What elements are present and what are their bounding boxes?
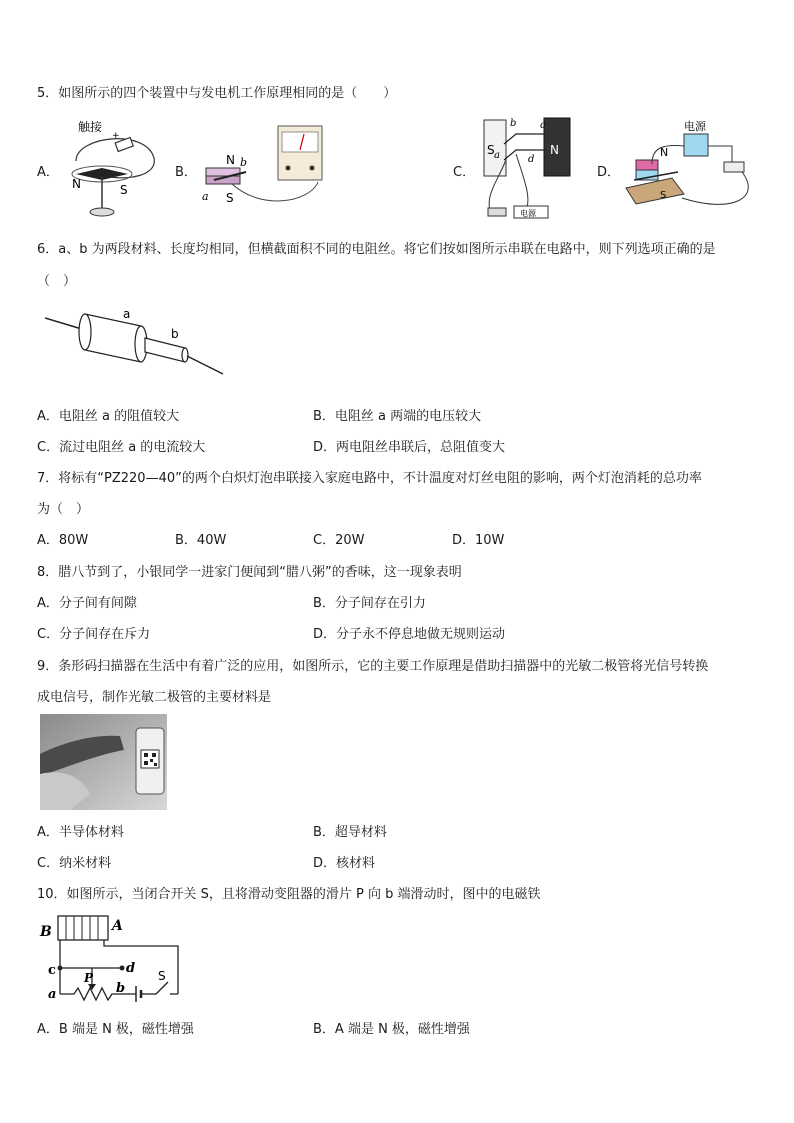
q10-p-label: P <box>84 971 94 985</box>
q6-option-c: C．流过电阻丝 a 的电流较大 <box>37 440 206 455</box>
q5-option-d-letter: D． <box>597 165 621 180</box>
q5-d-s-label: S <box>660 190 667 201</box>
q10-option-a: A．B 端是 N 极，磁性增强 <box>37 1022 194 1037</box>
q6-b-label: b <box>171 327 179 341</box>
q5-option-a-letter: A． <box>37 165 59 180</box>
q10-c-label: c <box>48 963 56 978</box>
q5-b-b-label: b <box>240 156 248 169</box>
q9-stem-cont: 成电信号，制作光敏二极管的主要材料是 <box>37 690 272 705</box>
q5-b-n-label: N <box>226 153 235 167</box>
q5-figure-a-compass <box>66 116 166 222</box>
q5-c-n-label: N <box>550 143 559 157</box>
q6-option-a: A．电阻丝 a 的阻值较大 <box>37 409 180 424</box>
q5-option-b-letter: B． <box>175 165 197 180</box>
q10-b-end-label: B <box>40 924 52 940</box>
q6-figure-resistance-wires <box>45 302 230 382</box>
q10-option-b: B．A 端是 N 极，磁性增强 <box>313 1022 470 1037</box>
q8-option-d: D．分子永不停息地做无规则运动 <box>313 627 506 642</box>
q9-option-a: A．半导体材料 <box>37 825 124 840</box>
q6-stem-cont: （ ） <box>37 274 77 289</box>
q5-option-c-letter: C． <box>453 165 476 180</box>
q10-b-label: b <box>116 981 126 996</box>
q7-option-d: D．10W <box>452 533 505 548</box>
q5-a-s-label: S <box>120 183 128 197</box>
q5-figure-b-magnet-meter <box>200 122 325 212</box>
q7-option-c: C．20W <box>313 533 365 548</box>
q10-a-label: a <box>48 987 57 1002</box>
rheostat-icon <box>60 988 122 1000</box>
q5-c-a-label: a <box>494 150 500 161</box>
q10-a-end-label: A <box>112 918 123 934</box>
q5-c-s-label: S <box>487 143 495 157</box>
q6-stem: 6．a、b 为两段材料、长度均相同，但横截面积不同的电阻丝。将它们按如图所示串联在电路中，则下列选项正确的是 <box>37 242 716 257</box>
q5-a-touch-label: 触接 <box>78 120 103 134</box>
q8-option-b: B．分子间存在引力 <box>313 596 426 611</box>
q9-option-b: B．超导材料 <box>313 825 387 840</box>
q8-option-a: A．分子间有间隙 <box>37 596 137 611</box>
q6-a-label: a <box>123 307 131 321</box>
switch-icon <box>724 162 744 172</box>
q10-d-label: d <box>126 961 136 976</box>
q5-a-plus-label: + <box>112 131 120 141</box>
q7-option-a: A．80W <box>37 533 89 548</box>
q5-d-n-label: N <box>660 146 669 159</box>
q9-stem: 9．条形码扫描器在生活中有着广泛的应用，如图所示，它的主要工作原理是借助扫描器中的光敏二极管将光信号转换 <box>37 659 709 674</box>
q5-c-d-label: d <box>528 154 535 165</box>
q9-option-c: C．纳米材料 <box>37 856 112 871</box>
q10-figure-electromagnet-circuit <box>38 910 188 1010</box>
q5-a-n-label: N <box>72 177 81 191</box>
q10-s-label: S <box>158 969 166 983</box>
q6-option-b: B．电阻丝 a 两端的电压较大 <box>313 409 482 424</box>
q5-c-c-label: c <box>540 120 546 131</box>
battery-box-icon <box>684 134 708 156</box>
switch-icon <box>488 208 506 216</box>
q5-stem: 5．如图所示的四个装置中与发电机工作原理相同的是（ ） <box>37 86 397 101</box>
q5-b-s-label: S <box>226 191 234 205</box>
q5-b-a-label: a <box>202 190 209 203</box>
q7-stem-cont: 为（ ） <box>37 502 90 517</box>
q7-stem: 7．将标有“PZ220—40”的两个白炽灯泡串联接入家庭电路中，不计温度对灯丝电阻的影响，两个灯泡消耗的总功率 <box>37 471 702 486</box>
q5-c-meter-label: 电源 <box>520 209 536 218</box>
q6-option-d: D．两电阻丝串联后，总阻值变大 <box>313 440 506 455</box>
q10-stem: 10．如图所示，当闭合开关 S，且将滑动变阻器的滑片 P 向 b 端滑动时，图中的电磁铁 <box>37 887 541 902</box>
q5-figure-d-electromagnetic-rig <box>622 118 762 218</box>
q8-option-c: C．分子间存在斥力 <box>37 627 151 642</box>
q5-d-power-label: 电源 <box>684 120 706 133</box>
q9-photo-barcode-scanner <box>40 714 167 810</box>
q5-figure-c-motor <box>476 114 576 224</box>
q8-stem: 8．腊八节到了，小银同学一进家门便闻到“腊八粥”的香味，这一现象表明 <box>37 565 462 580</box>
q5-c-b-label: b <box>510 118 517 129</box>
q7-option-b: B．40W <box>175 533 227 548</box>
q9-option-d: D．核材料 <box>313 856 376 871</box>
switch-icon <box>156 982 168 994</box>
